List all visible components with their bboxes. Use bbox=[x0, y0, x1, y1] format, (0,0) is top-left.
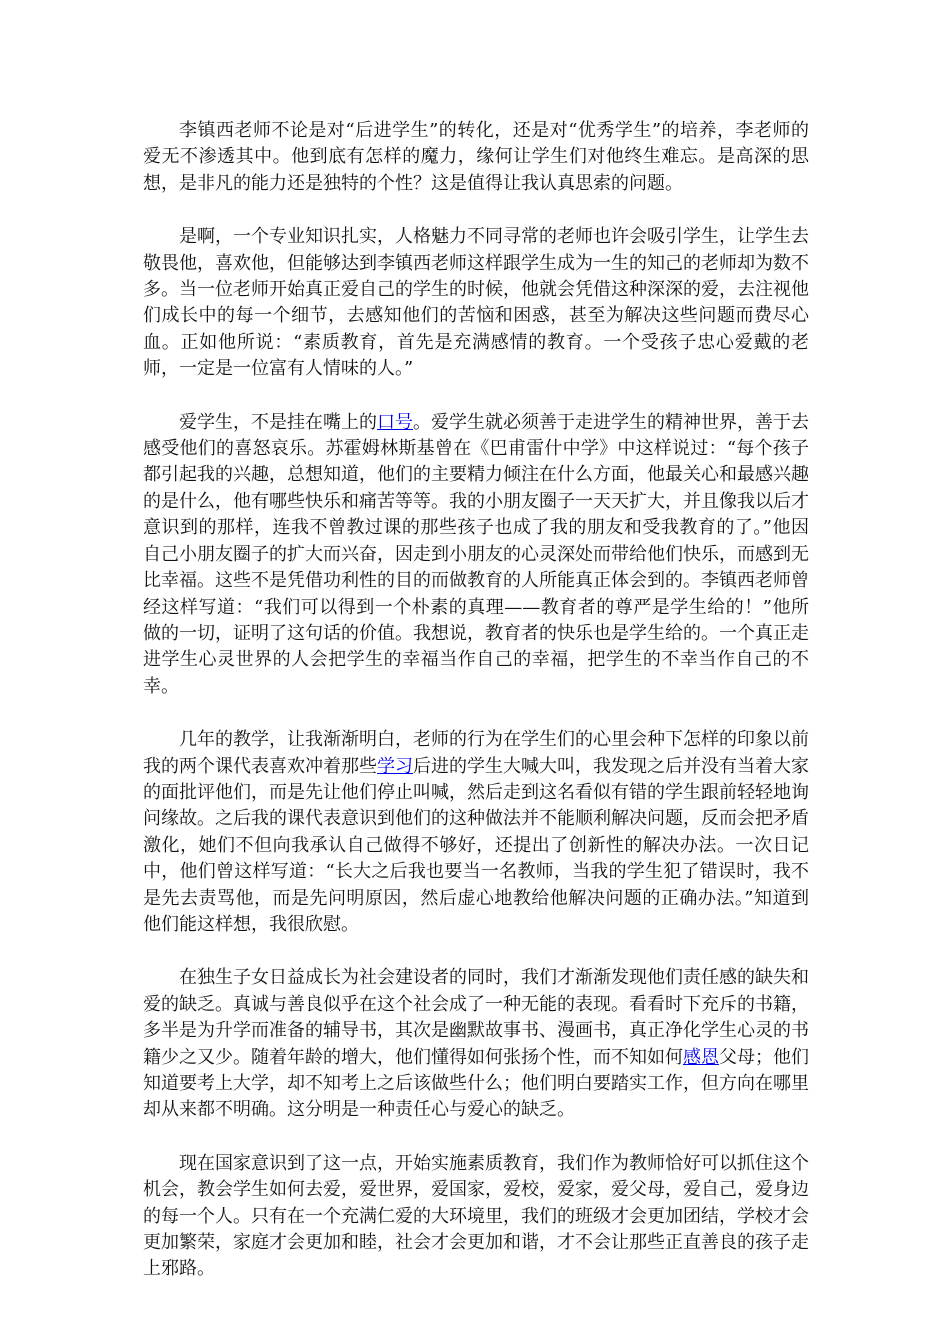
paragraph-1 bbox=[143, 118, 809, 197]
paragraph-5 bbox=[143, 965, 809, 1123]
paragraph-text: 父母；他们知道要考上大学，却不知考上之后该做些什么；他们明白要踏实工作，但方向在哪里却从来都不明确。这分明是一种责任心与爱心的缺乏。 bbox=[143, 1046, 809, 1121]
gratitude-link[interactable]: 感恩 bbox=[683, 1046, 719, 1068]
paragraph-text: 是啊，一个专业知识扎实，人格魅力不同寻常的老师也许会吸引学生，让学生去敬畏他，喜欢他，但能够达到李镇西老师这样跟学生成为一生的知己的老师却为数不多。当一位老师开始真正爱自己的学生的时候，他就会凭借这种深深的爱，去注视他们成长中的每一个细节，去感知他们的苦恼和困惑，甚至为解决这些问题而费尽心血。正如他所说：“素质教育，首先是充满感情的教育。一个受孩子忠心爱戴的老师，一定是一位富有人情味的人。” bbox=[143, 226, 809, 380]
paragraph-text: 爱学生，不是挂在嘴上的 bbox=[179, 411, 377, 433]
paragraph-text: 后进的学生大喊大叫，我发现之后并没有当着大家的面批评他们，而是先让他们停止叫喊，然后走到这名看似有错的学生跟前轻轻地询问缘故。之后我的课代表意识到他们的这种做法并不能顺利解决问题，反而会把矛盾激化，她们不但向我承认自己做得不够好，还提出了创新性的解决办法。一次日记中，他们曾这样写道：“长大之后我也要当一名教师，当我的学生犯了错误时，我不是先去责骂他，而是先问明原因，然后虚心地教给他解决问题的正确办法。”知道到他们能这样想，我很欣慰。 bbox=[143, 755, 809, 935]
paragraph-text: 李镇西老师不论是对“后进学生”的转化，还是对“优秀学生”的培养，李老师的爱无不渗透其中。他到底有怎样的魔力，缘何让学生们对他终生难忘。是高深的思想，是非凡的能力还是独特的个性？这是值得让我认真思索的问题。 bbox=[143, 120, 809, 194]
paragraph-2 bbox=[143, 224, 809, 382]
paragraph-text: 几年的教学，让我渐渐明白，老师的行为在学生们的心里会种下怎样的印象以前我的两个课代表喜欢冲着那些 bbox=[143, 729, 809, 777]
study-link[interactable]: 学习 bbox=[377, 755, 413, 777]
paragraph-3 bbox=[143, 410, 809, 700]
paragraph-text: 。爱学生就必须善于走进学生的精神世界，善于去感受他们的喜怒哀乐。苏霍姆林斯基曾在《巴甫雷什中学》中这样说过：“每个孩子都引起我的兴趣，总想知道，他们的主要精力倾注在什么方面，他最关心和最感兴趣的是什么，他有哪些快乐和痛苦等等。我的小朋友圈子一天天扩大，并且像我以后才意识到的那样，连我不曾教过课的那些孩子也成了我的朋友和受我教育的了。”他因自己小朋友圈子的扩大而兴奋，因走到小朋友的心灵深处而带给他们快乐，而感到无比幸福。这些不是凭借功利性的目的而做教育的人所能真正体会到的。李镇西老师曾经这样写道：“我们可以得到一个朴素的真理——教育者的尊严是学生给的！”他所做的一切，证明了这句话的价值。我想说，教育者的快乐也是学生给的。一个真正走进学生心灵世界的人会把学生的幸福当作自己的幸福，把学生的不幸当作自己的不幸。 bbox=[143, 411, 809, 697]
article-body bbox=[143, 118, 809, 1310]
paragraph-4 bbox=[143, 727, 809, 938]
paragraph-6 bbox=[143, 1151, 809, 1283]
paragraph-text: 在独生子女日益成长为社会建设者的同时，我们才渐渐发现他们责任感的缺失和爱的缺乏。真诚与善良似乎在这个社会成了一种无能的表现。看看时下充斥的书籍，多半是为升学而准备的辅导书，其次是幽默故事书、漫画书，真正净化学生心灵的书籍少之又少。随着年龄的增大，他们懂得如何张扬个性，而不知如何 bbox=[143, 967, 809, 1068]
paragraph-text: 现在国家意识到了这一点，开始实施素质教育，我们作为教师恰好可以抓住这个机会，教会学生如何去爱，爱世界，爱国家，爱校，爱家，爱父母，爱自己，爱身边的每一个人。只有在一个充满仁爱的大环境里，我们的班级才会更加团结，学校才会更加繁荣，家庭才会更加和睦，社会才会更加和谐，才不会让那些正直善良的孩子走上邪路。 bbox=[143, 1152, 809, 1280]
slogan-link[interactable]: 口号 bbox=[377, 411, 413, 433]
